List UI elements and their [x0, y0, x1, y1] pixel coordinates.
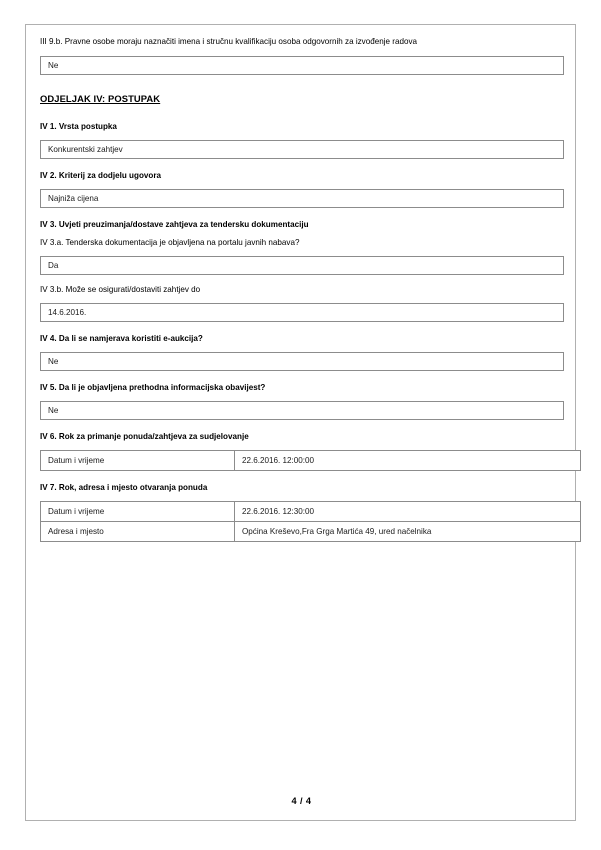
value-field-iv-1[interactable]: Konkurentski zahtjev [40, 140, 564, 159]
value-field-iv-4[interactable]: Ne [40, 352, 564, 371]
value-field-iv-5[interactable]: Ne [40, 401, 564, 420]
section-heading: ODJELJAK IV: POSTUPAK [40, 93, 161, 104]
table-iv-6 [40, 450, 581, 471]
table-row [41, 522, 581, 542]
value-field-iv-3a[interactable]: Da [40, 256, 564, 275]
question-label-iii-9b: III 9.b. Pravne osobe moraju naznačiti imena i stručnu kvalifikaciju osoba odgovornih za izvođenje radova [40, 37, 418, 46]
question-label-iv-6: IV 6. Rok za primanje ponuda/zahtjeva za sudjelovanje [40, 432, 249, 441]
row-key: Datum i vrijeme [41, 451, 235, 471]
question-label-iv-3a: IV 3.a. Tenderska dokumentacija je objavljena na portalu javnih nabava? [40, 238, 300, 247]
value-field-iv-2[interactable]: Najniža cijena [40, 189, 564, 208]
section-heading-wrap [40, 89, 567, 107]
question-label-iv-2: IV 2. Kriterij za dodjelu ugovora [40, 171, 161, 180]
value-field-iii-9b[interactable]: Ne [40, 56, 564, 75]
page-number: 4 / 4 [291, 796, 312, 806]
row-value[interactable]: 22.6.2016. 12:00:00 [235, 451, 581, 471]
row-value[interactable]: 22.6.2016. 12:30:00 [235, 502, 581, 522]
table-row [41, 502, 581, 522]
question-label-iv-4: IV 4. Da li se namjerava koristiti e-aukcija? [40, 334, 203, 343]
question-label-iv-7: IV 7. Rok, adresa i mjesto otvaranja ponuda [40, 483, 208, 492]
row-key: Adresa i mjesto [41, 522, 235, 542]
question-label-iv-3b: IV 3.b. Može se osigurati/dostaviti zahtjev do [40, 285, 201, 294]
table-iv-7 [40, 501, 581, 542]
question-label-iv-1: IV 1. Vrsta postupka [40, 122, 117, 131]
page-content [40, 36, 567, 542]
question-label-iv-3: IV 3. Uvjeti preuzimanja/dostave zahtjeva za tendersku dokumentaciju [40, 220, 309, 229]
table-row [41, 451, 581, 471]
value-field-iv-3b[interactable]: 14.6.2016. [40, 303, 564, 322]
row-key: Datum i vrijeme [41, 502, 235, 522]
row-value[interactable]: Općina Kreševo,Fra Grga Martića 49, ured načelnika [235, 522, 581, 542]
question-label-iv-5: IV 5. Da li je objavljena prethodna informacijska obavijest? [40, 383, 266, 392]
document-page [25, 24, 576, 821]
